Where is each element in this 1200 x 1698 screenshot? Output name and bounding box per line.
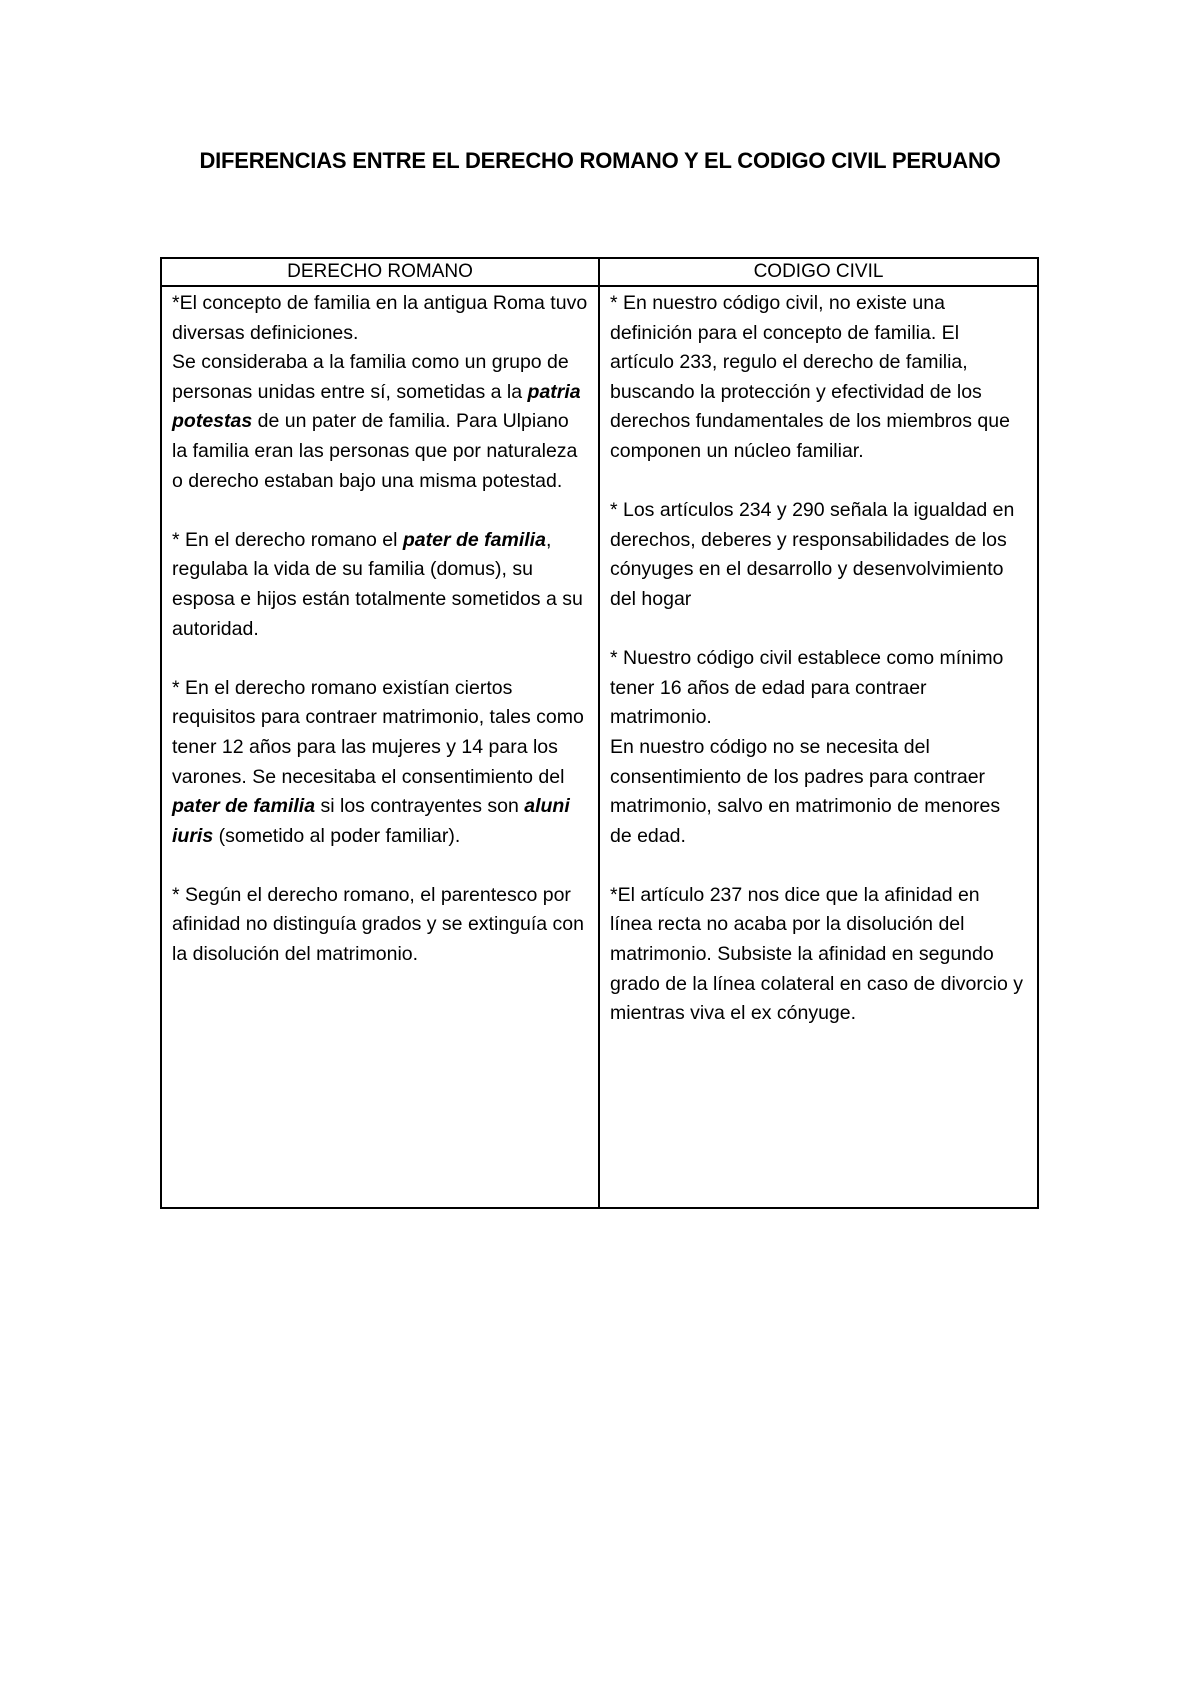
civil-item-text: * Nuestro código civil establece como mínimo tener 16 años de edad para contraer matrimonio. xyxy=(609,647,1004,729)
roman-item-matrimonio xyxy=(172,674,588,852)
text-span: , regulaba la vida de su familia (domus), su esposa e hijos están totalmente sometidos a su autoridad. xyxy=(172,528,583,640)
text-span: Se consideraba a la familia como un grupo de personas unidas entre sí, sometidas a la xyxy=(172,351,569,403)
roman-item-text: *El concepto de familia en la antigua Roma tuvo diversas definiciones. xyxy=(172,292,588,344)
civil-item-text: En nuestro código no se necesita del consentimiento de los padres para contraer matrimonio, salvo en matrimonio de menores de edad. xyxy=(609,735,1001,847)
codigo-civil-cell xyxy=(599,286,1038,1208)
civil-item-igualdad xyxy=(610,496,1027,614)
roman-item-familia xyxy=(172,289,588,496)
text-span: * En el derecho romano el xyxy=(172,528,403,551)
roman-item-text xyxy=(172,674,588,852)
page-title: DIFERENCIAS ENTRE EL DERECHO ROMANO Y EL CODIGO CIVIL PERUANO xyxy=(199,148,1001,173)
text-span: (sometido al poder familiar). xyxy=(213,824,461,847)
derecho-romano-cell xyxy=(161,286,599,1208)
text-span: si los contrayentes son xyxy=(315,795,525,818)
text-span: * En el derecho romano existían ciertos requisitos para contraer matrimonio, tales como tener 12 años para las mujeres y 14 para los varones. Se necesitaba el consentimiento del xyxy=(172,676,584,788)
civil-item-text: * Los artículos 234 y 290 señala la igualdad en derechos, deberes y responsabilidades de los cónyuges en el desarrollo y desenvolvimiento del hogar xyxy=(609,499,1015,610)
latin-term: pater de familia xyxy=(402,528,546,551)
civil-item-afinidad xyxy=(610,881,1027,1029)
text-span: de un pater de familia. Para Ulpiano la familia eran las personas que por naturaleza o derecho estaban bajo una misma potestad. xyxy=(172,410,578,492)
latin-term: pater de familia xyxy=(172,795,316,818)
roman-item-text: * Según el derecho romano, el parentesco por afinidad no distinguía grados y se extinguía con la disolución del matrimonio. xyxy=(172,883,584,966)
civil-item-text: * En nuestro código civil, no existe una definición para el concepto de familia. El artículo 233, regulo el derecho de familia, buscando la protección y efectividad de los derechos fundamentales de los miembros que componen un núcleo familiar. xyxy=(609,292,1010,462)
civil-item-matrimonio xyxy=(610,644,1027,851)
comparison-table-wrapper xyxy=(160,257,1039,1209)
latin-term: aluni iuris xyxy=(172,795,570,847)
header-derecho-romano: DERECHO ROMANO xyxy=(161,258,599,286)
table-header-row xyxy=(161,258,1038,286)
civil-item-familia xyxy=(610,289,1027,467)
roman-item-text xyxy=(172,526,588,644)
comparison-table xyxy=(160,257,1039,1209)
latin-term: patria potestas xyxy=(172,380,581,433)
roman-item-parentesco xyxy=(172,881,588,970)
roman-item-pater xyxy=(172,526,588,644)
header-codigo-civil: CODIGO CIVIL xyxy=(599,258,1038,286)
table-row xyxy=(161,286,1038,1208)
roman-item-text xyxy=(172,348,588,496)
civil-item-text: *El artículo 237 nos dice que la afinidad en línea recta no acaba por la disolución del matrimonio. Subsiste la afinidad en segundo grado de la línea colateral en caso de divorcio y mientras viva el ex cónyuge. xyxy=(609,883,1023,1025)
